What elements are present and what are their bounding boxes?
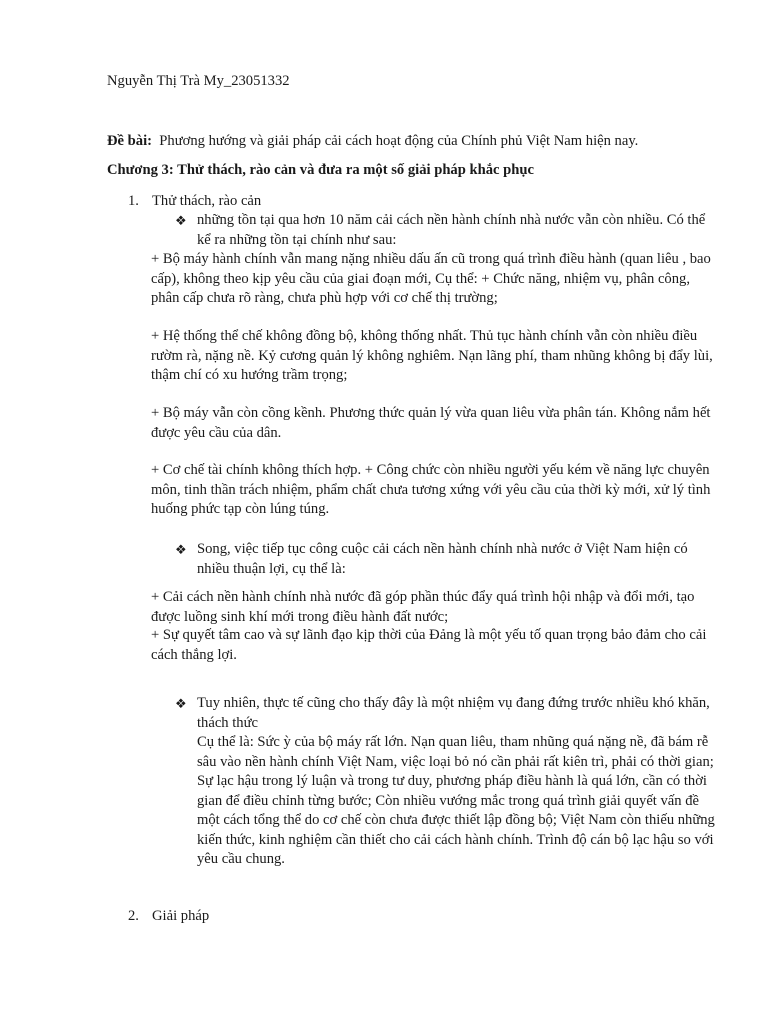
section-1-title: Thử thách, rào cản	[152, 193, 262, 209]
section-2-number: 2.	[128, 908, 139, 924]
paragraph-3: + Bộ máy vẫn còn cồng kềnh. Phương thức quản lý vừa quan liêu vừa phân tán. Không nắm hết được yêu cầu của dân.	[151, 405, 711, 441]
bullet-advantages	[175, 540, 715, 579]
diamond-bullet-icon: ❖	[175, 542, 187, 557]
diamond-bullet-icon: ❖	[175, 696, 187, 711]
paragraph-4: + Cơ chế tài chính không thích hợp. + Công chức còn nhiều người yếu kém về năng lực chuyên môn, tinh thần trách nhiệm, phẩm chất chưa tương xứng với yêu cầu của thời kỳ mới, xử lý tình huống phức tạp còn lúng túng.	[151, 462, 711, 517]
bullet-1-text: những tồn tại qua hơn 10 năm cải cách nền hành chính nhà nước vẫn còn nhiều. Có thể kể ra những tồn tại chính như sau:	[197, 212, 706, 248]
paragraph-2: + Hệ thống thể chế không đồng bộ, không thống nhất. Thủ tục hành chính vẫn còn nhiều điều rườm rà, nặng nề. Kỷ cương quản lý không nghiêm. Nạn lãng phí, tham nhũng không bị đẩy lùi, thậm chí có xu hướng trầm trọng;	[151, 328, 713, 383]
topic-line	[107, 132, 727, 152]
paragraph-1: + Bộ máy hành chính vẫn mang nặng nhiều dấu ấn cũ trong quá trình điều hành (quan liêu , bao cấp), không theo kịp yêu cầu của giai đoạn mới, Cụ thể: + Chức năng, nhiệm vụ, phân công, phân cấp chưa rõ ràng, chưa phù hợp với cơ chế thị trường;	[151, 251, 711, 306]
topic-label: Đề bài:	[107, 133, 152, 149]
advantage-2: + Sự quyết tâm cao và sự lãnh đạo kịp thời của Đảng là một yếu tố quan trọng bảo đảm cho cải cách thắng lợi.	[151, 627, 707, 663]
bullet-existing-issues	[175, 211, 715, 250]
advantage-1: + Cải cách nền hành chính nhà nước đã góp phần thúc đẩy quá trình hội nhập và đổi mới, tạo được luồng sinh khí mới trong điều hành đất nước;	[151, 589, 695, 625]
section-1-number: 1.	[128, 193, 139, 209]
author-line: Nguyễn Thị Trà My_23051332	[107, 73, 290, 89]
section-2-heading	[128, 907, 209, 927]
bullet-challenges	[175, 694, 715, 733]
bullet-2-text: Song, việc tiếp tục công cuộc cải cách nền hành chính nhà nước ở Việt Nam hiện có nhiều thuận lợi, cụ thể là:	[197, 541, 688, 577]
diamond-bullet-icon: ❖	[175, 213, 187, 228]
challenge-details: Cụ thể là: Sức ỳ của bộ máy rất lớn. Nạn quan liêu, tham nhũng quá nặng nề, đã bám rễ sâu vào nền hành chính Việt Nam, việc loại bỏ nó cần phải rất kiên trì, phải có thời gian; Sự lạc hậu trong lý luận và trong tư duy, phương pháp điều hành là quá lớn, cần có thời gian để điều chỉnh từng bước; Còn nhiều vướng mắc trong quá trình giải quyết vấn đề một cách tổng thể do cơ chế còn chưa được thiết lập đồng bộ; Việt Nam còn thiếu những kiến thức, kinh nghiệm cần thiết cho cải cách hành chính. Trình độ cán bộ lạc hậu so với yêu cầu chung.	[197, 734, 715, 867]
chapter-title: Chương 3: Thử thách, rào cản và đưa ra một số giải pháp khắc phục	[107, 162, 534, 178]
section-2-title: Giải pháp	[152, 908, 210, 924]
bullet-3-text: Tuy nhiên, thực tế cũng cho thấy đây là một nhiệm vụ đang đứng trước nhiều khó khăn, thách thức	[197, 695, 710, 731]
section-1-heading	[128, 192, 261, 212]
topic-text: Phương hướng và giải pháp cải cách hoạt động của Chính phủ Việt Nam hiện nay.	[159, 133, 639, 149]
